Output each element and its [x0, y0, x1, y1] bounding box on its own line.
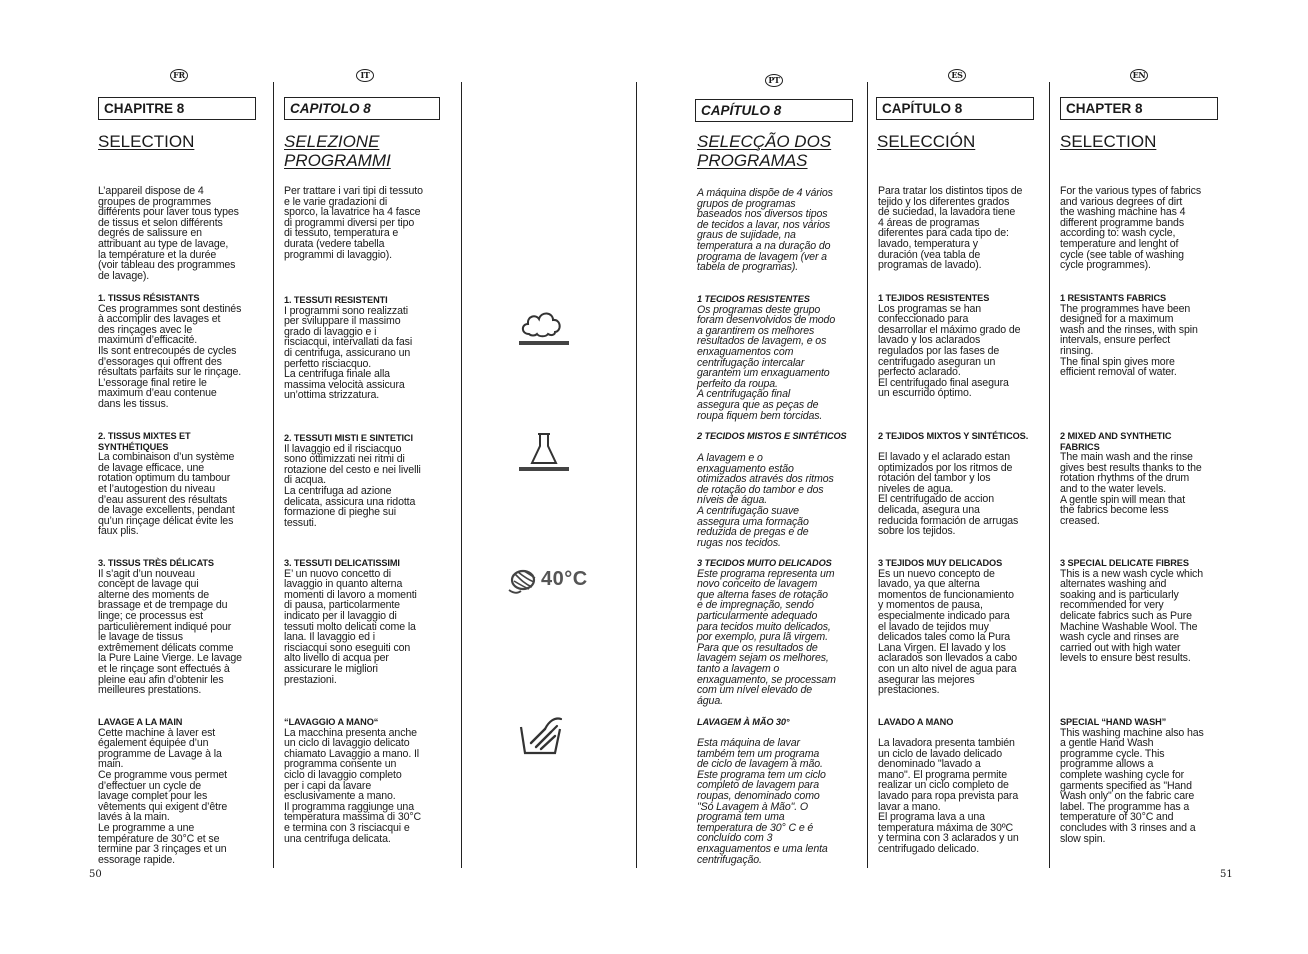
- program-body: Es un nuevo concepto de lavado, ya que alterna momentos de funcionamiento y momentos de pausa, especialmente indicado para el lavado de tejidos muy delicados tales como la Pura Lana Virgen. El lavado y los aclarados son llevados a cabo con un alto nivel de agua para asegurar las mejores prestaciones.: [878, 567, 1018, 697]
- program-heading: 1 RESISTANTS FABRICS: [1060, 293, 1167, 303]
- chapter-heading-fr: CHAPITRE 8: [98, 97, 256, 120]
- page-number-left: 50: [89, 869, 102, 880]
- program-block-fr-4: [98, 717, 227, 865]
- program-block-it-3: [284, 558, 417, 685]
- program-heading: LAVADO A MANO: [878, 717, 954, 727]
- column-en: [1050, 70, 1230, 868]
- program-heading: “LAVAGGIO A MANO“: [284, 717, 379, 727]
- language-badge-pt: PT: [765, 74, 783, 87]
- language-badge-fr: FR: [170, 69, 188, 82]
- wool-40-label: 40°C: [541, 568, 588, 590]
- intro-text-es: Para tratar los distintos tipos de tejido y los diferentes grados de suciedad, la lavadora tiene 4 áreas de programas diferentes para cada tipo de: lavado, temperatura y duración (vea tabla de programas de lavado).: [878, 185, 1023, 272]
- program-block-it-2: [284, 433, 421, 528]
- cotton-icon: [515, 303, 573, 347]
- column-es: [868, 70, 1050, 868]
- section-title-pt: SELECÇÃO DOS PROGRAMAS: [697, 132, 832, 170]
- program-body: La macchina presenta anche un ciclo di lavaggio delicato chiamato Lavaggio a mano. Il programma consente un ciclo di lavaggio completo per i capi da lavare esclusivamente a mano. Il programma raggiunge una temperatura massima di 30°C e termina con 3 risciacqui e una centrifuga delicata.: [284, 726, 422, 845]
- program-block-fr-1: [98, 293, 241, 410]
- language-badge-it: IT: [356, 69, 374, 82]
- wool-40-icon: [507, 564, 543, 596]
- program-body: Este programa representa um novo conceito de lavagem que alterna fases de rotação e de impregnação, sendo particularmente adequado para tecidos muito delicados, por exemplo, pura lã virgem. Para que os resultados de lavagem sejam os melhores, tanto a lavagem o enxaguamento, se processam com um nível elevado de água.: [697, 567, 836, 707]
- program-block-pt-2-body: A lavagem e o enxaguamento estão otimizados através dos ritmos de rotação do tambor e dos níveis de água. A centrifugação suave assegura uma formação reduzida de pregas e de rugas nos tecidos.: [697, 452, 834, 549]
- program-block-pt-2-heading: [697, 431, 847, 442]
- program-heading: 1. TESSUTI RESISTENTI: [284, 295, 388, 305]
- program-heading: 2. TISSUS MIXTES ET SYNTHÉTIQUES: [98, 431, 191, 452]
- column-pt-inner: [687, 75, 869, 868]
- program-heading: 3. TISSUS TRÈS DÉLICATS: [98, 558, 214, 568]
- program-heading: 3. TESSUTI DELICATISSIMI: [284, 558, 400, 568]
- program-heading: LAVAGEM À MÃO 30°: [697, 717, 790, 727]
- program-body: E’ un nuovo concetto di lavaggio in quanto alterna momenti di lavoro a momenti di pausa, particolarmente indicato per il lavaggio di tessuti molto delicati come la lana. Il lavaggio ed i risciacqui sono eseguiti con alto livello di acqua per assicurare le migliori prestazioni.: [284, 567, 417, 686]
- chapter-heading-en: CHAPTER 8: [1060, 97, 1218, 120]
- language-badge-es: ES: [948, 69, 966, 82]
- program-body: I programmi sono realizzati per sviluppare il massimo grado di lavaggio e i risciacqui, intervallati da fasi di centrifuga, assicurano un perfetto risciacquo. La centrifuga finale alla massima velocità assicura un’ottima strizzatura.: [284, 304, 413, 402]
- program-block-es-2-heading: [878, 431, 1028, 442]
- program-body: The main wash and the rinse gives best results thanks to the rotation rhythms of the drum and to the water levels. A gentle spin will mean that the fabrics become less creased.: [1060, 451, 1202, 527]
- program-heading: 1. TISSUS RÉSISTANTS: [98, 293, 200, 303]
- program-body: Cette machine à laver est également équipée d’un programme de Lavage à la main. Ce programme vous permet d’effectuer un cycle de lavage complet pour les vêtements qui exigent d’être lavés à la main. Le programme a une température de 30°C et se termine par 3 rinçages et un essorage rapide.: [98, 726, 228, 866]
- intro-text-en: For the various types of fabrics and various degrees of dirt the washing machine has 4 different programme bands according to: wash cycle, temperature and lenght of cycle (see table of washing cycle programmes).: [1060, 185, 1202, 272]
- page-number-right: 51: [1220, 869, 1233, 880]
- program-heading: 3 TEJIDOS MUY DELICADOS: [878, 558, 1003, 568]
- program-body: Os programas deste grupo foram desenvolvidos de modo a garantirem os melhores resultados de lavagem, e os enxaguamentos com centrifugação intercalar garantem um enxaguamento perfeito da roupa. A centrifugação final assegura que as peças de roupa fiquem bem torcidas.: [697, 303, 836, 422]
- program-block-pt-4-body: Esta máquina de lavar também tem um programa de ciclo de lavagem à mão. Este programa tem um ciclo completo de lavagem para roupas, denominado como "Só Lavagem à Mão". O programa tem uma temperatura de 30° C e é concluído com 3 enxaguamentos e uma lenta centrifugação.: [697, 737, 828, 866]
- program-heading: LAVAGE A LA MAIN: [98, 717, 183, 727]
- synthetic-icon: [515, 430, 573, 474]
- program-body: Il s’agit d’un nouveau concept de lavage qui alterne des moments de brassage et de trempage du linge; ce processus est particulièrement indiqué pour le lavage de tissus extrêmement délicats comme la Pure Laine Vierge. Le lavage et le rinçage sont effectués à pleine eau afin d’obtenir les meilleures prestations.: [98, 567, 242, 697]
- program-block-en-3: [1060, 558, 1203, 664]
- program-heading: 1 TEJIDOS RESISTENTES: [878, 293, 990, 303]
- program-heading: 1 TECIDOS RESISTENTES: [697, 294, 810, 304]
- program-block-it-1: [284, 295, 412, 401]
- program-body: Il lavaggio ed il risciacquo sono ottimizzati nei ritmi di rotazione del cesto e nei livelli di acqua. La centrifuga ad azione delicata, assicura una ridotta formazione di pieghe sui tessuti.: [284, 442, 421, 529]
- wool-40-group: [515, 562, 605, 598]
- program-block-en-4: [1060, 717, 1204, 844]
- column-fr: [88, 70, 274, 868]
- program-body: Ces programmes sont destinés à accomplir des lavages et des rinçages avec le maximum d’efficacité. Ils sont entrecoupés de cycles d’essorages qui offrent des résultats parfaits sur le rinçage. L’essorage final retire le maximum d’eau contenue dans les tissus.: [98, 302, 242, 410]
- section-title-fr: SELECTION: [98, 132, 195, 151]
- program-block-fr-2: [98, 431, 235, 537]
- program-block-es-4-body: La lavadora presenta también un ciclo de lavado delicado denominado "lavado a mano". El programa permite realizar un ciclo completo de lavado para ropa prevista para lavar a mano. El programa lava a una temperatura máxima de 30ºC y termina con 3 aclarados y un centrifugado delicado.: [878, 737, 1019, 855]
- program-block-pt-1: [697, 294, 835, 421]
- program-heading: 2 TECIDOS MISTOS E SINTÉTICOS: [697, 431, 847, 441]
- program-heading: 3 TECIDOS MUITO DELICADOS: [697, 558, 832, 568]
- column-it: [274, 70, 462, 868]
- program-block-es-3: [878, 558, 1017, 696]
- chapter-heading-it: CAPITOLO 8: [284, 97, 440, 120]
- program-body: This washing machine also has a gentle Hand Wash programme cycle. This programme allows a complete washing cycle for garments specified as "Hand Wash only" on the fabric care label. The programme has a temperature of 30°C and concludes with 3 rinses and a slow spin.: [1060, 726, 1204, 845]
- hand-wash-icon: [515, 709, 567, 757]
- intro-text-it: Per trattare i vari tipi di tessuto e le varie gradazioni di sporco, la lavatrice ha 4 fasce di programmi diversi per tipo di tessuto, temperatura e durata (vedere tabella programmi di lavaggio).: [284, 185, 423, 261]
- program-block-en-1: [1060, 293, 1198, 378]
- language-badge-en: EN: [1130, 69, 1148, 82]
- program-block-es-4-heading: [878, 717, 953, 728]
- chapter-heading-es: CAPÍTULO 8: [876, 97, 1034, 120]
- program-heading: SPECIAL “HAND WASH”: [1060, 717, 1167, 727]
- program-body: Los programas se han confeccionado para desarrollar el máximo grado de lavado y los aclarados regulados por las fases de centrifugado aseguran un perfecto aclarado. El centrifugado final asegura un escurrido óptimo.: [878, 302, 1021, 400]
- chapter-heading-pt: CAPÍTULO 8: [695, 99, 853, 122]
- program-body: La combinaison d’un système de lavage efficace, une rotation optimum du tambour et l’autogestion du niveau d’eau assurent des résultats de lavage excellents, pendant qu’un rinçage délicat évite les faux plis.: [98, 451, 235, 538]
- program-block-pt-4-heading: [697, 717, 790, 728]
- program-block-es-1: [878, 293, 1020, 399]
- column-pt: [636, 75, 868, 868]
- program-heading: 2 TEJIDOS MIXTOS Y SINTÉTICOS.: [878, 431, 1029, 441]
- section-title-es: SELECCIÓN: [877, 132, 976, 151]
- section-title-en: SELECTION: [1060, 132, 1157, 151]
- program-body: The programmes have been designed for a maximum wash and the rinses, with spin intervals, ensure perfect rinsing. The final spin gives more efficient removal of water.: [1060, 302, 1198, 379]
- program-block-fr-3: [98, 558, 242, 696]
- intro-text-fr: L’appareil dispose de 4 groupes de programmes différents pour laver tous types de tissus et selon différents degrés de salissure en attribuant au type de lavage, la température et la durée (voir tableau des programmes de lavage).: [98, 185, 239, 282]
- intro-text-pt: A máquina dispõe de 4 vários grupos de programas baseados nos diversos tipos de tecidos a lavar, nos vários graus de sujidade, na temperatura a na duração do programa de lavagem (ver a tabela de programas).: [697, 187, 833, 274]
- program-heading: 2 MIXED AND SYNTHETIC FABRICS: [1060, 431, 1172, 452]
- section-title-it: SELEZIONE PROGRAMMI: [284, 132, 391, 170]
- program-body: This is a new wash cycle which alternates washing and soaking and is particularly recommended for very delicate fabrics such as Pure Machine Washable Wool. The wash cycle and rinses are carried out with high water levels to ensure best results.: [1060, 567, 1204, 665]
- program-heading: 2. TESSUTI MISTI E SINTETICI: [284, 433, 413, 443]
- program-heading: 3 SPECIAL DELICATE FIBRES: [1060, 558, 1189, 568]
- program-block-en-2: [1060, 431, 1202, 526]
- program-block-it-4: [284, 717, 421, 844]
- program-block-es-2-body: El lavado y el aclarado estan optimizados por los ritmos de rotación del tambor y los niveles de agua. El centrifugado de accion delicada, asegura una reducida formación de arrugas sobre los tejidos.: [878, 451, 1019, 538]
- program-block-pt-3: [697, 558, 836, 706]
